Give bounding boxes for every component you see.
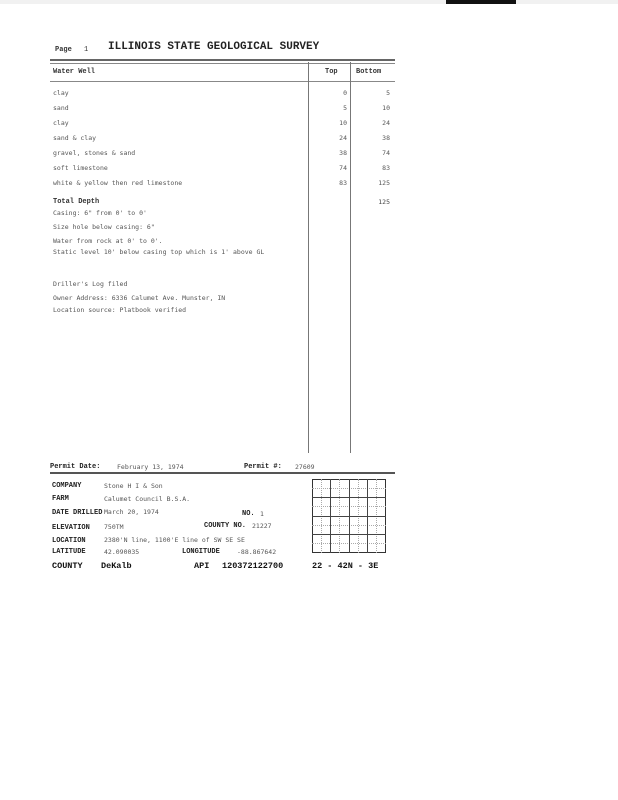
latitude-label: LATITUDE — [52, 548, 86, 556]
location-source-note: Location source: Platbook verified — [53, 306, 187, 314]
page-label: Page — [55, 46, 72, 54]
total-depth-value: 125 — [378, 198, 390, 206]
permit-rule — [50, 472, 395, 474]
row-bottom: 10 — [382, 104, 390, 112]
company-value: Stone H I & Son — [104, 482, 163, 490]
row-top: 10 — [339, 119, 347, 127]
row-desc: soft limestone — [53, 164, 108, 172]
table-row — [53, 89, 390, 101]
county-label: COUNTY — [52, 561, 83, 571]
table-top-rule — [50, 59, 395, 61]
latitude-value: 42.090035 — [104, 548, 140, 556]
well-no-value: 1 — [260, 510, 264, 518]
company-label: COMPANY — [52, 482, 82, 490]
row-bottom: 24 — [382, 119, 390, 127]
scan-mark — [446, 0, 516, 4]
location-label: LOCATION — [52, 537, 86, 545]
static-level-note: Static level 10' below casing top which is 1' above GL — [53, 248, 265, 256]
row-desc: gravel, stones & sand — [53, 149, 136, 157]
permit-number-label: Permit #: — [244, 463, 282, 471]
table-top-rule-inner — [50, 63, 395, 64]
row-bottom: 5 — [386, 89, 390, 97]
grid-line — [349, 479, 350, 553]
row-top: 83 — [339, 179, 347, 187]
row-bottom: 83 — [382, 164, 390, 172]
page-number: 1 — [84, 46, 89, 54]
row-top: 0 — [343, 89, 347, 97]
permit-number-value: 27609 — [295, 463, 315, 471]
permit-date-label: Permit Date: — [50, 463, 101, 471]
table-row — [53, 179, 390, 191]
table-row — [53, 119, 390, 131]
section-location-grid — [312, 479, 386, 553]
row-bottom: 74 — [382, 149, 390, 157]
farm-value: Calumet Council B.S.A. — [104, 495, 191, 503]
row-top: 24 — [339, 134, 347, 142]
scan-top-edge — [0, 0, 618, 4]
col-header-top: Top — [325, 68, 338, 76]
well-log-table — [50, 59, 395, 453]
table-row — [53, 134, 390, 146]
row-desc: sand & clay — [53, 134, 97, 142]
longitude-value: -88.867642 — [237, 548, 277, 556]
row-desc: clay — [53, 89, 69, 97]
grid-line — [367, 479, 368, 553]
longitude-label: LONGITUDE — [182, 548, 220, 556]
api-label: API — [194, 561, 210, 571]
size-hole-note: Size hole below casing: 6" — [53, 223, 155, 231]
table-row — [53, 149, 390, 161]
row-top: 74 — [339, 164, 347, 172]
section-township-range: 22 - 42N - 3E — [312, 561, 379, 571]
drillers-log-note: Driller's Log filed — [53, 280, 128, 288]
api-value: 120372122700 — [222, 561, 284, 571]
grid-line — [330, 479, 331, 553]
document-title: ILLINOIS STATE GEOLOGICAL SURVEY — [108, 41, 320, 53]
county-value: DeKalb — [101, 561, 132, 571]
row-top: 5 — [343, 104, 347, 112]
casing-note: Casing: 6" from 0' to 0' — [53, 209, 147, 217]
total-depth-label: Total Depth — [53, 198, 100, 206]
county-no-label: COUNTY NO. — [204, 522, 247, 530]
county-no-value: 21227 — [252, 522, 272, 530]
location-value: 2380'N line, 1100'E line of SW SE SE — [104, 536, 245, 544]
permit-date-value: February 13, 1974 — [117, 463, 184, 471]
table-row — [53, 104, 390, 116]
water-note: Water from rock at 0' to 0'. — [53, 237, 163, 245]
elevation-value: 750TM — [104, 523, 124, 531]
elevation-label: ELEVATION — [52, 524, 90, 532]
owner-address-note: Owner Address: 6336 Calumet Ave. Munster, IN — [53, 294, 226, 302]
row-top: 38 — [339, 149, 347, 157]
row-desc: white & yellow then red limestone — [53, 179, 183, 187]
row-desc: sand — [53, 104, 69, 112]
farm-label: FARM — [52, 495, 69, 503]
header-bottom-rule — [50, 81, 395, 82]
table-row — [53, 164, 390, 176]
well-no-label: NO. — [242, 510, 255, 518]
date-drilled-value: March 20, 1974 — [104, 508, 159, 516]
row-desc: clay — [53, 119, 69, 127]
row-bottom: 38 — [382, 134, 390, 142]
col-header-bottom: Bottom — [356, 68, 382, 76]
date-drilled-label: DATE DRILLED — [52, 509, 103, 517]
col-header-type: Water Well — [53, 68, 96, 76]
row-bottom: 125 — [378, 179, 390, 187]
